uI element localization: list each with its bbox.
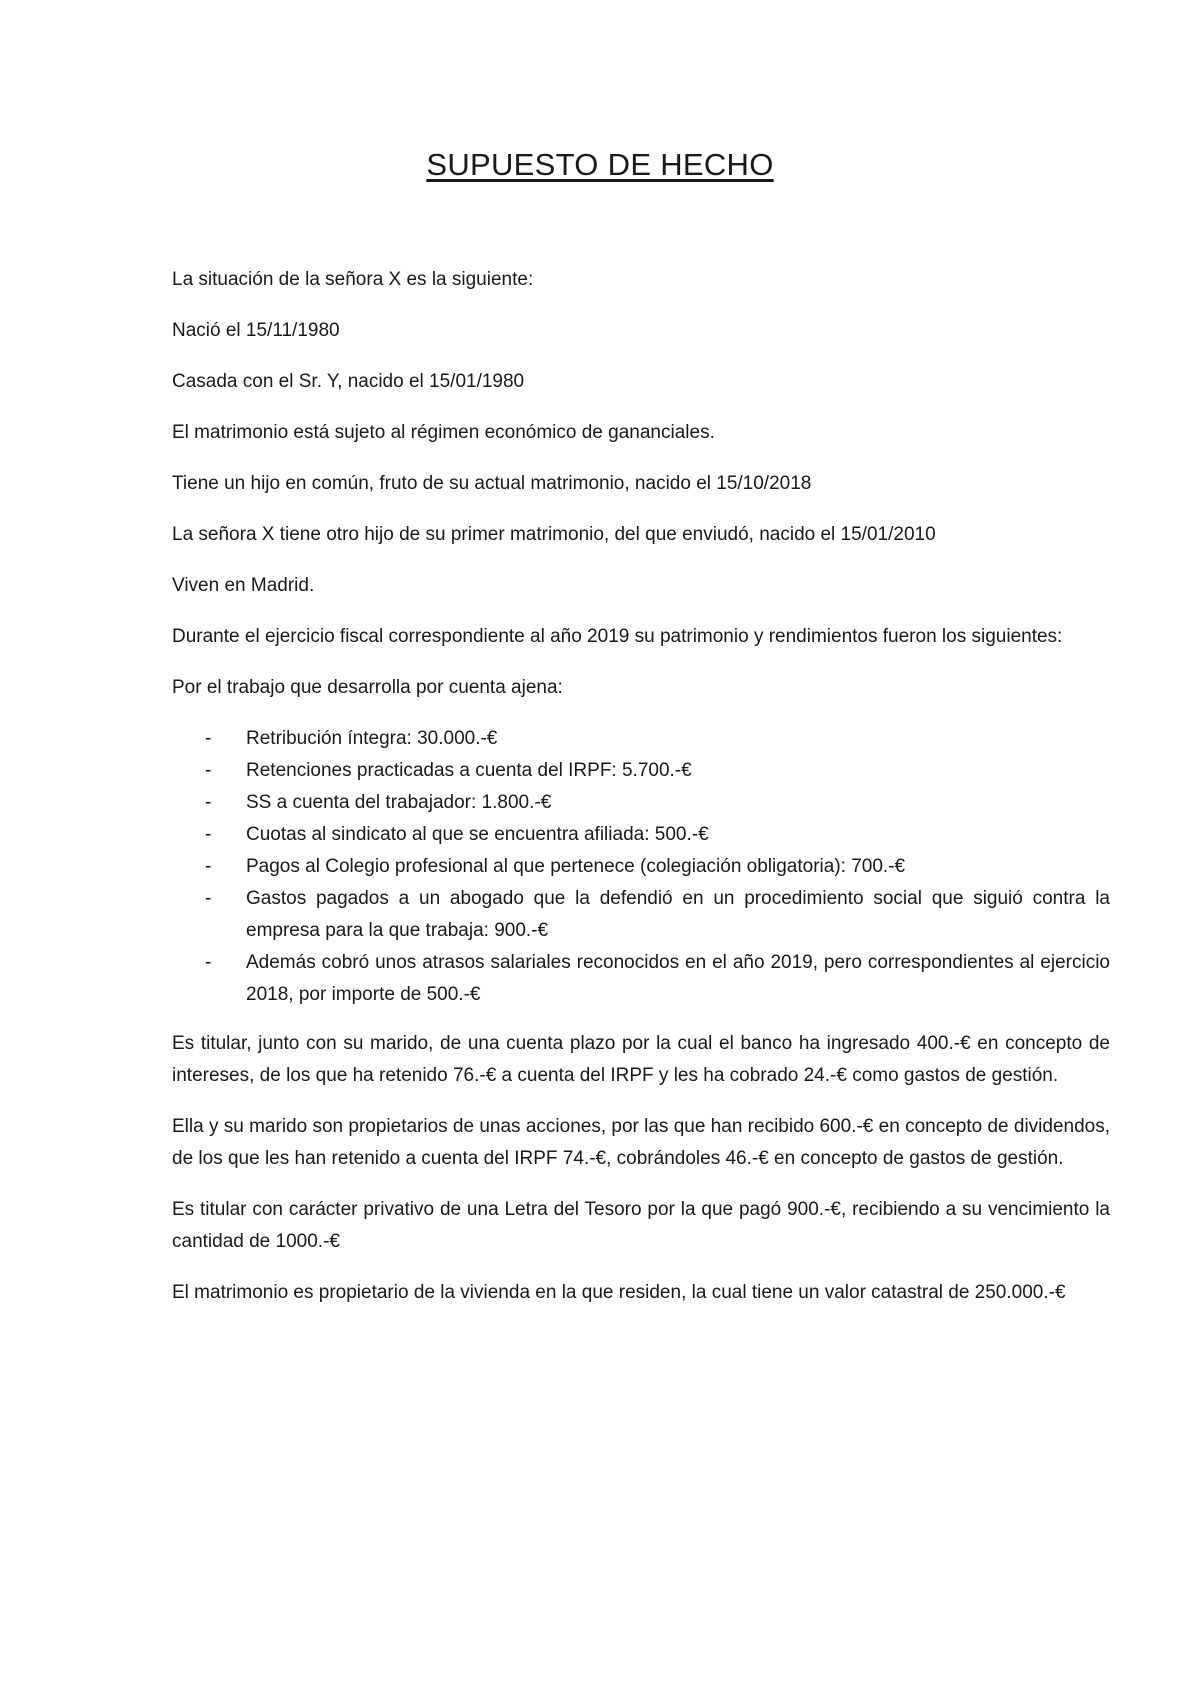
list-item: - Además cobró unos atrasos salariales reconocidos en el año 2019, pero correspondientes al ejercicio 2018, por importe de 500.-€ — [172, 947, 1110, 1011]
document-body — [172, 264, 1110, 1328]
paragraph-situation: La situación de la señora X es la siguiente: — [172, 269, 534, 290]
paragraph-first-marriage-child: La señora X tiene otro hijo de su primer matrimonio, del que enviudó, nacido el 15/01/2010 — [172, 524, 936, 545]
list-item: - Retenciones practicadas a cuenta del IRPF: 5.700.-€ — [172, 755, 1110, 787]
paragraph-dwelling: El matrimonio es propietario de la vivienda en la que residen, la cual tiene un valor catastral de 250.000.-€ — [172, 1282, 1066, 1303]
list-item: - Pagos al Colegio profesional al que pertenece (colegiación obligatoria): 700.-€ — [172, 851, 1110, 883]
paragraph-birth-date: Nació el 15/11/1980 — [172, 320, 340, 341]
document-title: SUPUESTO DE HECHO — [426, 147, 774, 182]
paragraph-shares: Ella y su marido son propietarios de unas acciones, por las que han recibido 600.-€ en concepto de dividendos, de los que les han retenido a cuenta del IRPF 74.-€, cobrándoles 46.-€ en concepto de gastos de gestión. — [172, 1116, 1110, 1169]
paragraph-work-heading: Por el trabajo que desarrolla por cuenta ajena: — [172, 677, 563, 698]
paragraph-residence: Viven en Madrid. — [172, 575, 315, 596]
work-income-list — [172, 723, 1110, 1011]
paragraph-fiscal-year: Durante el ejercicio fiscal correspondiente al año 2019 su patrimonio y rendimientos fueron los siguientes: — [172, 626, 1063, 647]
list-item: - Retribución íntegra: 30.000.-€ — [172, 723, 1110, 755]
paragraph-bank-account: Es titular, junto con su marido, de una cuenta plazo por la cual el banco ha ingresado 400.-€ en concepto de intereses, de los que ha retenido 76.-€ a cuenta del IRPF y les ha cobrado 24.-€ como gastos de gestión. — [172, 1033, 1110, 1086]
list-item: - SS a cuenta del trabajador: 1.800.-€ — [172, 787, 1110, 819]
list-item: - Cuotas al sindicato al que se encuentra afiliada: 500.-€ — [172, 819, 1110, 851]
paragraph-marital-regime: El matrimonio está sujeto al régimen económico de gananciales. — [172, 422, 715, 443]
paragraph-treasury-bill: Es titular con carácter privativo de una Letra del Tesoro por la que pagó 900.-€, recibiendo a su vencimiento la cantidad de 1000.-€ — [172, 1199, 1110, 1252]
list-item: - Gastos pagados a un abogado que la defendió en un procedimiento social que siguió contra la empresa para la que trabaja: 900.-€ — [172, 883, 1110, 947]
paragraph-spouse: Casada con el Sr. Y, nacido el 15/01/1980 — [172, 371, 525, 392]
paragraph-common-child: Tiene un hijo en común, fruto de su actual matrimonio, nacido el 15/10/2018 — [172, 473, 812, 494]
